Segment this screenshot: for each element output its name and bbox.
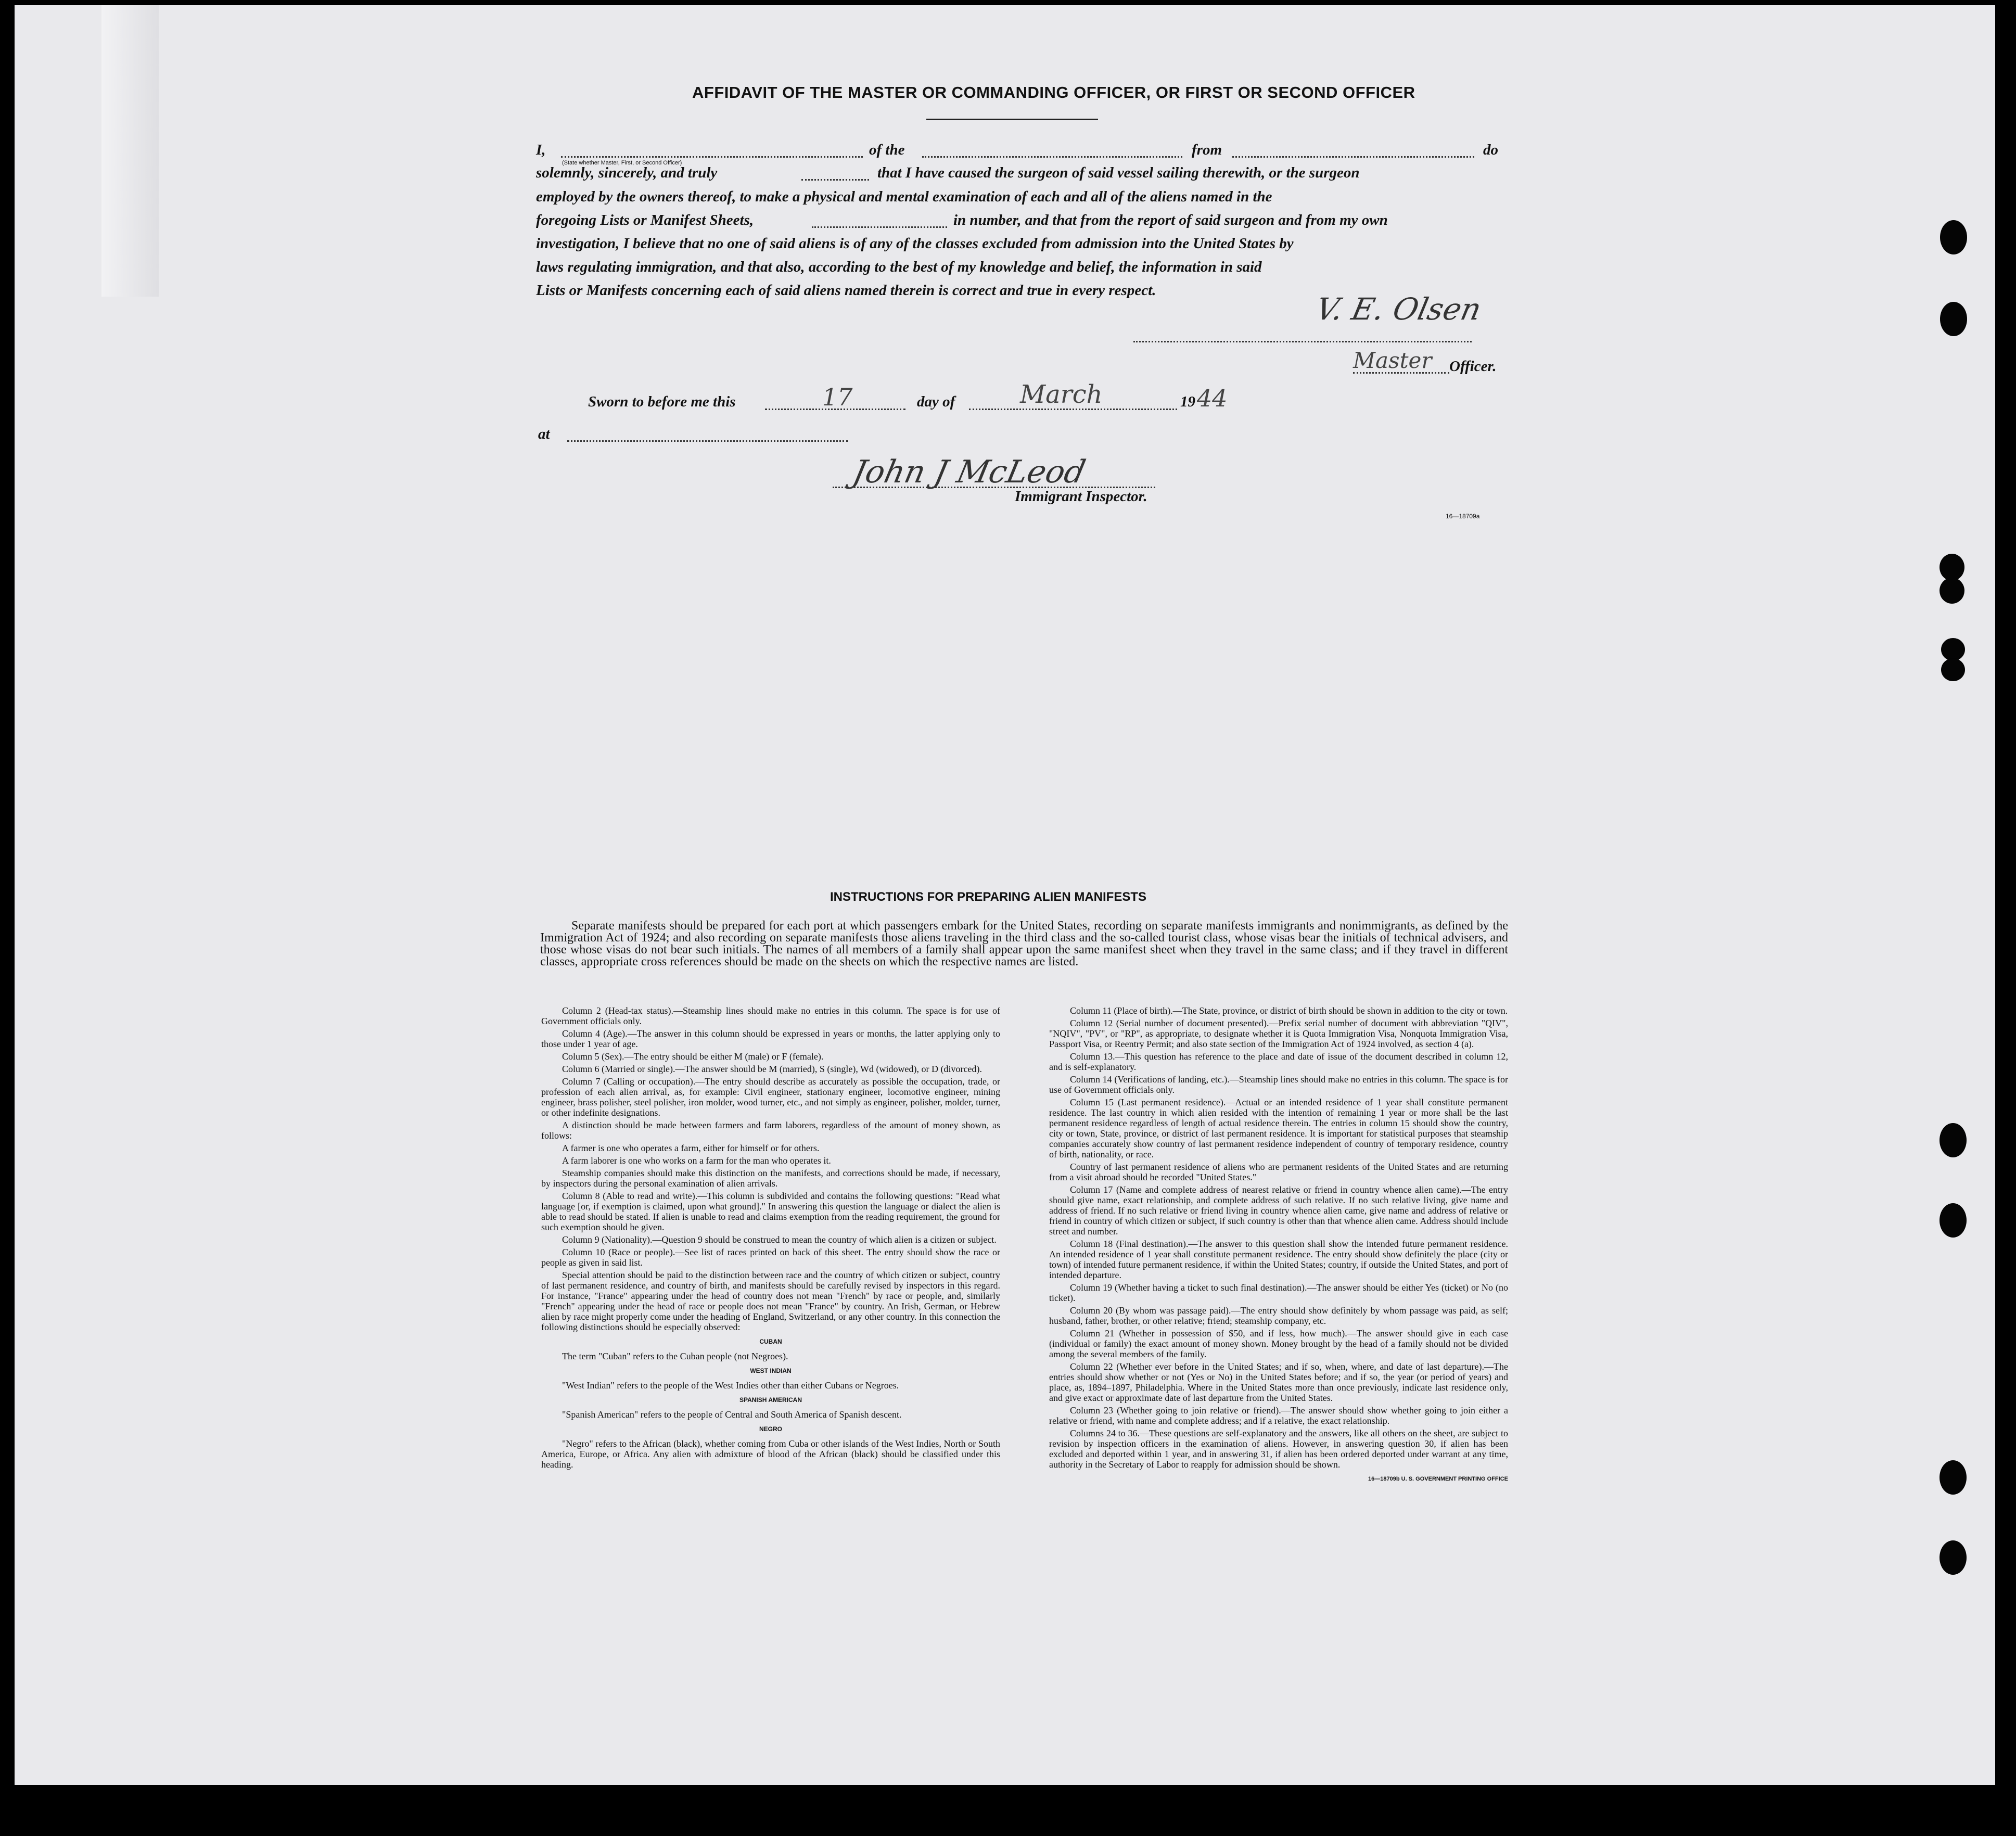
binder-hole bbox=[1940, 1203, 1967, 1238]
affidavit-line-4a: foregoing Lists or Manifest Sheets, bbox=[536, 212, 754, 228]
rank-line bbox=[1353, 372, 1449, 374]
instructions-title: INSTRUCTIONS FOR PREPARING ALIEN MANIFESTS bbox=[830, 890, 1147, 904]
binder-hole bbox=[1940, 1123, 1967, 1157]
instruction-paragraph: "Spanish American" refers to the people of Central and South America of Spanish descent. bbox=[562, 1409, 902, 1420]
instruction-paragraph: Column 20 (By whom was passage paid).—The entry should show definitely by whom passage was paid, as self; husband, father, brother, or other relative; friend; steamship company, etc. bbox=[1049, 1305, 1508, 1326]
binder-hole bbox=[1940, 1540, 1967, 1575]
officer-blank bbox=[561, 156, 863, 158]
port-blank bbox=[1232, 156, 1474, 158]
subheading-west-indian: WEST INDIAN bbox=[750, 1367, 792, 1374]
instruction-paragraph: Column 19 (Whether having a ticket to such final destination).—The answer should be either Yes (ticket) or No (no ticket). bbox=[1049, 1282, 1508, 1303]
affidavit-from: from bbox=[1192, 142, 1222, 158]
instruction-paragraph: A distinction should be made between farmers and farm laborers, regardless of the amount of money shown, as follows: bbox=[541, 1120, 1000, 1141]
instruction-paragraph: Column 21 (Whether in possession of $50, and if less, how much).—The answer should give in each case (individual or family) the exact amount of money shown. Money brought by the head of a family should not be divided among the several members of the family. bbox=[1049, 1328, 1508, 1359]
inspector-signature: John J McLeod bbox=[849, 454, 1089, 490]
affidavit-line-3: employed by the owners thereof, to make a physical and mental examination of each and all of the aliens named in the bbox=[536, 188, 1272, 205]
subheading-spanish-american: SPANISH AMERICAN bbox=[739, 1396, 802, 1404]
scan-border-bottom bbox=[0, 1785, 2016, 1836]
instruction-paragraph: Column 15 (Last permanent residence).—Actual or an intended residence of 1 year shall constitute permanent residence. The last country in which alien resided with the intention of remaining 1 year or more shall be the last permanent residence regardless of length of actual residence therein. The entries in column 15 should show the country, city or town, State, province, or district of last permanent residence. It is important for statistical purposes that steamship companies accurately show country of last permanent residence independent of country of temporary residence, country of birth, nationality, or race. bbox=[1049, 1097, 1508, 1159]
form-number: 16—18709a bbox=[1446, 513, 1480, 520]
instruction-paragraph: Column 4 (Age).—The answer in this column should be expressed in years or months, the latter applying only to those under 1 year of age. bbox=[541, 1028, 1000, 1049]
sworn-day: 17 bbox=[822, 383, 853, 411]
instruction-paragraph: Steamship companies should make this distinction on the manifests, and corrections should be made, if necessary, by inspectors during the personal examination of alien arrivals. bbox=[541, 1168, 1000, 1189]
instruction-paragraph: The term "Cuban" refers to the Cuban people (not Negroes). bbox=[562, 1351, 788, 1361]
instruction-paragraph: Column 8 (Able to read and write).—This column is subdivided and contains the following questions: "Read what language [or, if exemption is claimed, upon what ground]." In answering this question the language or dialect the alien is able to read should be stated. If alien is unable to read and claims exemption from the reading requirement, the ground for such exemption should be given. bbox=[541, 1191, 1000, 1232]
instruction-paragraph: Column 13.—This question has reference to the place and date of issue of the document described in column 12, and is self-explanatory. bbox=[1049, 1051, 1508, 1072]
sheets-count-blank bbox=[812, 226, 947, 228]
day-of-text: day of bbox=[917, 393, 955, 410]
signature-line bbox=[1133, 341, 1472, 342]
instruction-paragraph: Column 11 (Place of birth).—The State, province, or district of birth should be shown in addition to the city or town. bbox=[1070, 1005, 1508, 1016]
affidavit-line-6: laws regulating immigration, and that also, according to the best of my knowledge and belief, the information in said bbox=[536, 259, 1262, 275]
rank-handwritten: Master bbox=[1353, 348, 1432, 373]
affidavit-line-2b: that I have caused the surgeon of said vessel sailing therewith, or the surgeon bbox=[877, 164, 1360, 181]
binder-hole bbox=[1940, 578, 1964, 604]
binder-hole bbox=[1940, 554, 1964, 581]
officer-label: Officer. bbox=[1449, 358, 1497, 375]
master-signature: V. E. Olsen bbox=[1312, 291, 1485, 327]
page-edge-shading bbox=[101, 5, 159, 297]
instruction-paragraph: Column 22 (Whether ever before in the United States; and if so, when, where, and date of last departure).—The entries should show whether or not (Yes or No) in the United States before; and if so, the year (or period of years) and place, as, 1894–1897, Philadelphia. Where in the United States more than once previously, indicate last residence only, and give exact or approximate date of last departure from the United States. bbox=[1049, 1361, 1508, 1403]
affidavit-line-1: I, bbox=[536, 142, 546, 158]
binder-hole bbox=[1940, 302, 1967, 336]
binder-hole bbox=[1941, 638, 1965, 661]
binder-hole bbox=[1941, 658, 1965, 681]
printing-office-footer: 16—18709b U. S. GOVERNMENT PRINTING OFFICE bbox=[1368, 1476, 1508, 1482]
instruction-paragraph: Column 18 (Final destination).—The answer to this question shall show the intended future permanent residence. An intended residence of 1 year shall constitute permanent residence. The entry should show definitely the place (city or town) of intended future permanent residence, if within the United States; country, if outside the United States, and port of intended departure. bbox=[1049, 1239, 1508, 1280]
affidavit-do: do bbox=[1483, 142, 1498, 158]
instruction-paragraph: Column 14 (Verifications of landing, etc.).—Steamship lines should make no entries in this column. The space is for use of Government officials only. bbox=[1049, 1074, 1508, 1095]
affidavit-of-the: of the bbox=[869, 142, 905, 158]
instruction-paragraph: A farmer is one who operates a farm, either for himself or for others. bbox=[562, 1143, 820, 1153]
instruction-paragraph: Column 10 (Race or people).—See list of races printed on back of this sheet. The entry should show the race or people as given in said list. bbox=[541, 1247, 1000, 1268]
subheading-negro: NEGRO bbox=[759, 1425, 782, 1433]
instruction-paragraph: Column 17 (Name and complete address of nearest relative or friend in country whence alien came).—The entry should give name, exact relationship, and complete address of such relative. If no such relative living, give name and address of friend. If no such relative or friend living in country whence alien came, give name and address of relative or friend in country of which citizen or subject, if such country is other than that whence alien came. Address should include street and number. bbox=[1049, 1184, 1508, 1236]
instruction-paragraph: Column 5 (Sex).—The entry should be either M (male) or F (female). bbox=[562, 1051, 824, 1062]
instruction-paragraph: A farm laborer is one who works on a farm for the man who operates it. bbox=[562, 1155, 831, 1166]
year-prefix: 19 bbox=[1180, 393, 1195, 410]
affidavit-title: AFFIDAVIT OF THE MASTER OR COMMANDING OFFICER, OR FIRST OR SECOND OFFICER bbox=[692, 83, 1415, 101]
instruction-paragraph: Column 6 (Married or single).—The answer should be M (married), S (single), Wd (widowed), or D (divorced). bbox=[562, 1064, 982, 1074]
instructions-left-column bbox=[541, 1005, 1000, 1472]
instruction-paragraph: Country of last permanent residence of aliens who are permanent residents of the United States and are returning from a visit abroad should be recorded "United States." bbox=[1049, 1162, 1508, 1182]
place-blank bbox=[567, 440, 848, 442]
instruction-paragraph: Column 2 (Head-tax status).—Steamship lines should make no entries in this column. The space is for use of Government officials only. bbox=[541, 1005, 1000, 1026]
subheading-cuban: CUBAN bbox=[759, 1338, 782, 1345]
at-label: at bbox=[538, 426, 550, 442]
affidavit-line-4b: in number, and that from the report of said surgeon and from my own bbox=[953, 212, 1388, 228]
instruction-paragraph: Column 9 (Nationality).—Question 9 should be construed to mean the country of which alien is a citizen or subject. bbox=[562, 1234, 997, 1245]
sworn-month: March bbox=[1020, 380, 1103, 409]
inspector-label: Immigrant Inspector. bbox=[1015, 488, 1147, 505]
binder-hole bbox=[1940, 220, 1967, 254]
binder-hole bbox=[1940, 1460, 1967, 1495]
instruction-paragraph: Column 12 (Serial number of document presented).—Prefix serial number of document with abbreviation "QIV", "NQIV", "PV", or "RP", as appropriate, to designate whether it is Quota Immigration Visa, Nonquota Immigration Visa, Passport Visa, or Reentry Permit; and also state section of the Immigration Act of 1924 involved, as section 4 (a). bbox=[1049, 1018, 1508, 1049]
sworn-blank bbox=[801, 179, 869, 181]
instruction-paragraph: "West Indian" refers to the people of the West Indies other than either Cubans or Negroes. bbox=[562, 1380, 899, 1391]
instruction-paragraph: Column 7 (Calling or occupation).—The entry should describe as accurately as possible the occupation, trade, or profession of each alien arrival, as, for example: Civil engineer, stationary engineer, locomotive engineer, mining engineer, brass polisher, steel polisher, iron molder, wood turner, etc., and not simply as engineer, polisher, molder, turner, or other indefinite designations. bbox=[541, 1076, 1000, 1118]
rank-note: (State whether Master, First, or Second Officer) bbox=[562, 160, 682, 166]
affidavit-line-7: Lists or Manifests concerning each of said aliens named therein is correct and true in every respect. bbox=[536, 282, 1156, 299]
vessel-blank bbox=[922, 156, 1182, 158]
affidavit-line-2a: solemnly, sincerely, and truly bbox=[536, 164, 718, 181]
affidavit-line-5: investigation, I believe that no one of said aliens is of any of the classes excluded from admission into the United States by bbox=[536, 235, 1294, 252]
instruction-paragraph: Columns 24 to 36.—These questions are self-explanatory and the answers, like all others on the sheet, are subject to revision by inspection officers in the examination of aliens. However, in answering question 30, if alien has been excluded and deported within 1 year, and in answering 31, if alien has been ordered deported under warrant at any time, authority in the Secretary of Labor to reapply for admission should be shown. bbox=[1049, 1428, 1508, 1470]
instructions-intro: Separate manifests should be prepared for each port at which passengers embark for the United States, recording on separate manifests immigrants and nonimmigrants, as defined by the Immigration Act of 1924; and also recording on separate manifests those aliens traveling in the third class and the so-called tourist class, whose visas bear the initials of technical advisers, and those whose visas do not bear such initials. The names of all members of a family shall appear upon the same manifest sheet when they travel in the same class; and if they travel in different classes, appropriate cross references should be made on the sheets on which the respective names are listed. bbox=[540, 919, 1508, 968]
instructions-right-column bbox=[1049, 1005, 1508, 1488]
instruction-paragraph: Special attention should be paid to the distinction between race and the country of which citizen or subject, country of last permanent residence, and country of birth, and manifests should be carefully revised by inspectors in this regard. For instance, "France" appearing under the head of country does not mean "French" by race or people, and, similarly "French" appearing under the head of race or people does not mean "France" by country. An Irish, German, or Hebrew alien by race might properly come under the heading of England, Switzerland, or any other country. In this connection the following distinctions should be especially observed: bbox=[541, 1270, 1000, 1332]
title-underline bbox=[926, 119, 1098, 120]
instruction-paragraph: "Negro" refers to the African (black), whether coming from Cuba or other islands of the West Indies, North or South America, Europe, or Africa. Any alien with admixture of blood of the African (black) should be classified under this heading. bbox=[541, 1438, 1000, 1470]
instruction-paragraph: Column 23 (Whether going to join relative or friend).—The answer should show whether going to join either a relative or friend, with name and complete address; and if a relative, the exact relationship. bbox=[1049, 1405, 1508, 1426]
sworn-text: Sworn to before me this bbox=[588, 393, 736, 410]
sworn-year: 44 bbox=[1197, 384, 1228, 412]
